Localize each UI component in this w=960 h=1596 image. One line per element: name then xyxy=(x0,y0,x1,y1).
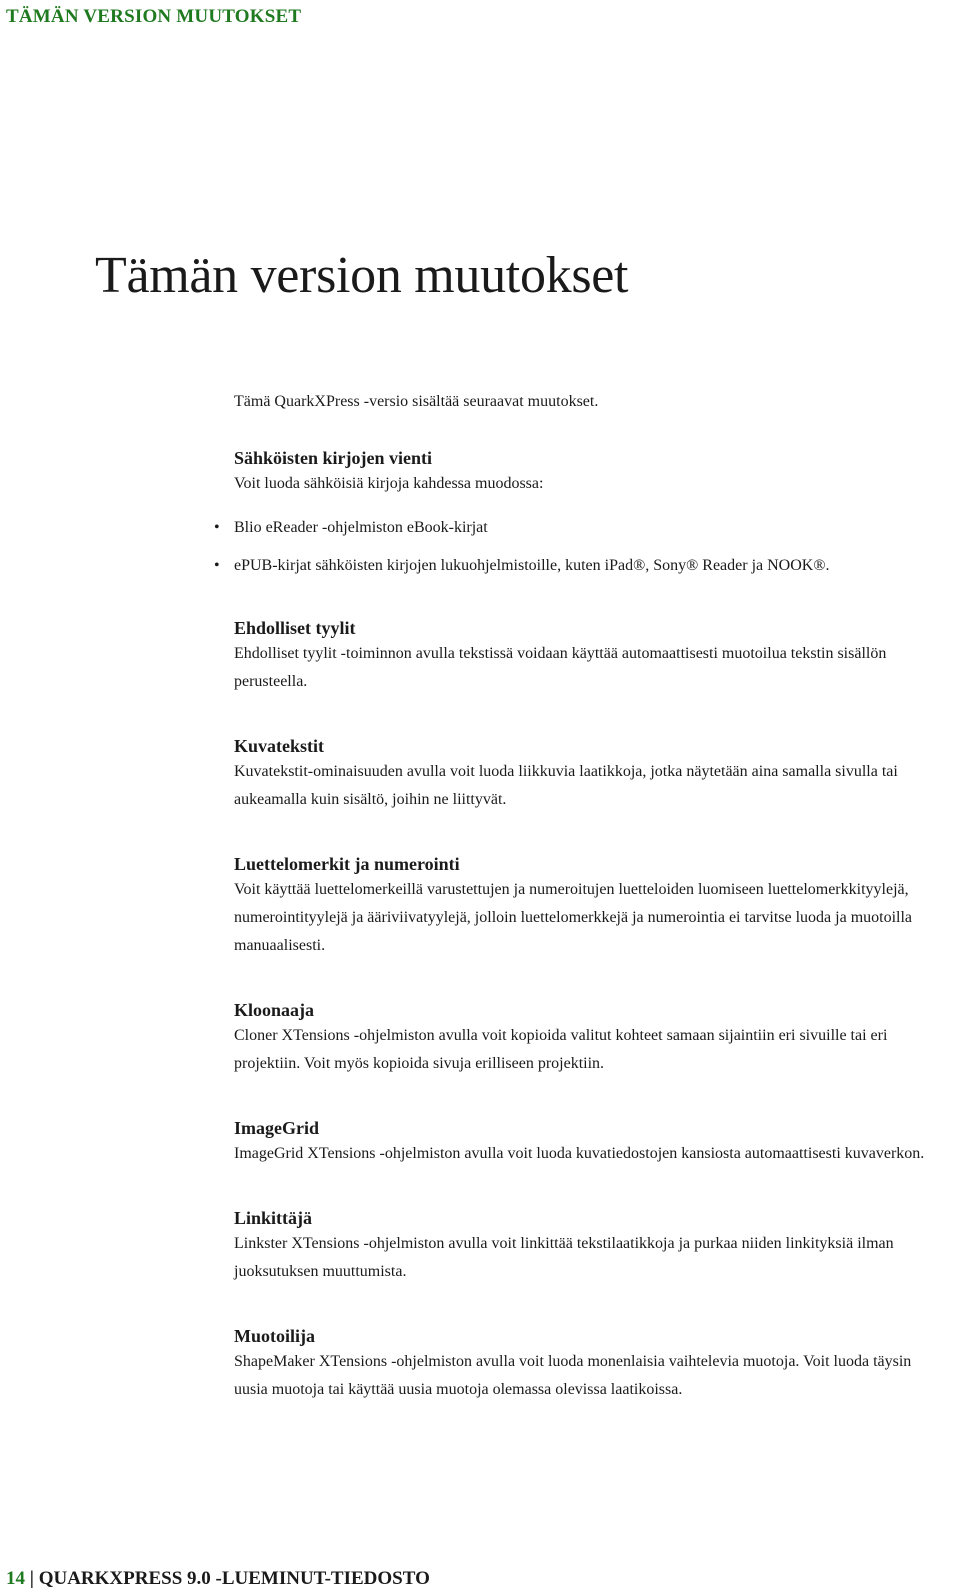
section-bullets-numbering xyxy=(234,852,946,960)
section-body: Cloner XTensions -ohjelmiston avulla voit kopioida valitut kohteet samaan sijaintiin eri sivuille tai eri projektiin. Voit myös kopioida sivuja erilliseen projektiin. xyxy=(234,1027,888,1072)
section-body: Linkster XTensions -ohjelmiston avulla voit linkittää tekstilaatikkoja ja purkaa niiden linkityksiä ilman juoksutuksen muuttumista. xyxy=(234,1235,894,1280)
section-callouts xyxy=(234,734,946,814)
section-linkster xyxy=(234,1206,946,1286)
section-body: Ehdolliset tyylit -toiminnon avulla tekstissä voidaan käyttää automaattisesti muotoilua tekstin sisällön perusteella. xyxy=(234,645,887,690)
section-heading: Kloonaaja xyxy=(234,1000,315,1020)
section-heading: ImageGrid xyxy=(234,1118,319,1138)
section-heading: Sähköisten kirjojen vienti xyxy=(234,448,433,468)
section-body: ImageGrid XTensions -ohjelmiston avulla voit luoda kuvatiedostojen kansiosta automaattisesti kuvaverkon. xyxy=(234,1145,925,1162)
section-ebook-export xyxy=(234,446,946,498)
running-footer xyxy=(6,1568,430,1590)
section-heading: Ehdolliset tyylit xyxy=(234,618,356,638)
bullet-icon: • xyxy=(214,557,220,574)
section-body: Voit luoda sähköisiä kirjoja kahdessa muodossa: xyxy=(234,475,544,492)
section-cloner xyxy=(234,998,946,1078)
footer-separator: | xyxy=(29,1568,34,1589)
footer-doc-title: QUARKXPRESS 9.0 -LUEMINUT-TIEDOSTO xyxy=(38,1568,430,1589)
page-number: 14 xyxy=(6,1568,25,1589)
section-heading: Linkittäjä xyxy=(234,1208,313,1228)
section-heading: Muotoilija xyxy=(234,1326,315,1346)
section-body: Voit käyttää luettelomerkeillä varustettujen ja numeroitujen luetteloiden luomiseen luettelomerkkityylejä, numerointityylejä ja ääriviivatyylejä, jolloin luettelomerkkejä ja numerointia ei tarvitse luoda ja muotoilla manuaalisesti. xyxy=(234,881,913,954)
list-item xyxy=(214,514,946,542)
page-title: Tämän version muutokset xyxy=(95,247,629,304)
document-body xyxy=(214,388,946,1442)
section-body: ShapeMaker XTensions -ohjelmiston avulla voit luoda monenlaisia vaihtelevia muotoja. Voit luoda täysin uusia muotoja tai käyttää uusia muotoja olemassa olevissa laatikoissa. xyxy=(234,1353,912,1398)
section-heading: Luettelomerkit ja numerointi xyxy=(234,854,460,874)
list-item xyxy=(214,552,946,580)
section-shapemaker xyxy=(234,1324,946,1404)
running-header: TÄMÄN VERSION MUUTOKSET xyxy=(6,6,302,27)
section-imagegrid xyxy=(234,1116,946,1168)
section-body: Kuvatekstit-ominaisuuden avulla voit luoda liikkuvia laatikkoja, jotka näytetään aina samalla sivulla tai aukeamalla kuin sisältö, joihin ne liittyvät. xyxy=(234,763,898,808)
list-item-text: Blio eReader -ohjelmiston eBook-kirjat xyxy=(234,519,488,536)
bullet-list xyxy=(214,514,946,580)
intro-paragraph: Tämä QuarkXPress -versio sisältää seuraavat muutokset. xyxy=(234,393,599,410)
section-heading: Kuvatekstit xyxy=(234,736,324,756)
bullet-icon: • xyxy=(214,519,220,536)
section-conditional-styles xyxy=(234,616,946,696)
list-item-text: ePUB-kirjat sähköisten kirjojen lukuohjelmistoille, kuten iPad®, Sony® Reader ja NOOK®. xyxy=(234,557,830,574)
